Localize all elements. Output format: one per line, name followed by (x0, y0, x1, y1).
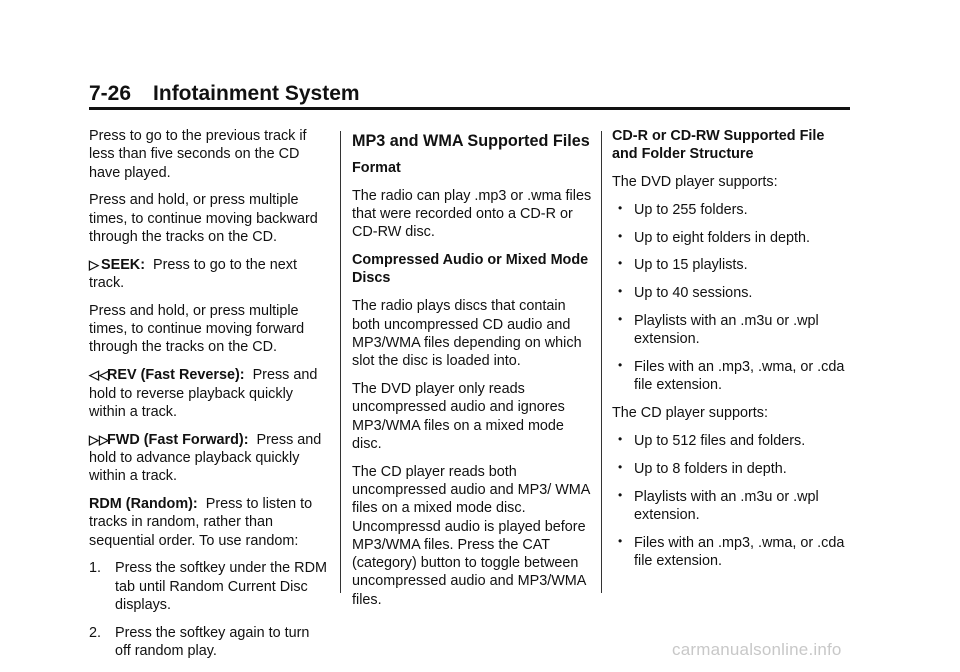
column-1 (89, 127, 329, 670)
paragraph-hold-forward: Press and hold, or press multiple times, to continue moving forward through the tracks on the CD. (89, 302, 305, 356)
fast-forward-icon: ▷▷ (89, 431, 109, 447)
cd-support-list (612, 432, 852, 570)
rdm-label: RDM (Random): (89, 496, 198, 513)
bullet-icon: • (618, 432, 623, 447)
list-item-text: Playlists with an .m3u or .wpl extension. (634, 313, 819, 348)
page-number: 7-26 (89, 82, 132, 105)
rdm-text: Press to listen to tracks in random, rather than sequential order. To use random: (89, 496, 313, 549)
list-item-text: Up to 8 folders in depth. (634, 460, 787, 477)
paragraph-format: The radio can play .mp3 or .wma files that were recorded onto a CD-R or CD-RW disc. (352, 187, 592, 241)
list-item-text: Up to 15 playlists. (634, 257, 748, 274)
list-item-text: Files with an .mp3, .wma, or .cda file extension. (634, 534, 845, 570)
seek-next-icon: ▷ (89, 256, 99, 272)
step-text: Press the softkey again to turn off random play. (115, 624, 310, 660)
list-item (612, 284, 852, 302)
rev-label: REV (Fast Reverse): (107, 367, 245, 384)
cd-intro: The CD player supports: (612, 405, 768, 422)
list-item-text: Up to eight folders in depth. (634, 229, 810, 246)
section-heading-cd-structure: CD-R or CD-RW Supported File and Folder Structure (612, 128, 825, 163)
list-item-text: Up to 512 files and folders. (634, 433, 806, 450)
subheading-format: Format (352, 160, 401, 176)
list-item (612, 312, 852, 349)
paragraph-mixed-2: The DVD player only reads uncompressed audio and ignores MP3/WMA files on a mixed mode disc. (352, 380, 565, 452)
column-3 (612, 127, 852, 580)
list-item (612, 358, 852, 395)
bullet-icon: • (618, 200, 623, 215)
seek-entry (89, 256, 329, 293)
rev-entry (89, 366, 329, 421)
bullet-icon: • (618, 459, 623, 474)
bullet-icon: • (618, 228, 623, 243)
dvd-support-list (612, 201, 852, 395)
watermark: carmanualsonline.info (672, 640, 842, 659)
step-number: 1. (89, 560, 102, 577)
bullet-icon: • (618, 284, 623, 299)
fwd-label: FWD (Fast Forward): (107, 431, 249, 448)
bullet-icon: • (618, 256, 623, 271)
column-divider-1 (340, 131, 341, 593)
step-number: 2. (89, 624, 102, 641)
page-title: Infotainment System (153, 82, 360, 105)
list-item (612, 460, 852, 478)
dvd-intro: The DVD player supports: (612, 174, 778, 191)
paragraph-mixed-1: The radio plays discs that contain both uncompressed CD audio and MP3/WMA files depending on which slot the disc is loaded into. (352, 298, 582, 370)
rdm-entry (89, 495, 329, 550)
bullet-icon: • (618, 487, 623, 502)
section-heading-mp3-wma: MP3 and WMA Supported Files (352, 132, 590, 150)
list-item-text: Files with an .mp3, .wma, or .cda file extension. (634, 359, 845, 394)
paragraph-mixed-3: The CD player reads both uncompressed audio and MP3/ WMA files on a mixed mode disc. Uncompressd audio is played before MP3/WMA files. Press the CAT (category) button to toggle between uncompressed audio and MP3/WMA files. (352, 463, 590, 608)
list-item (612, 201, 852, 219)
bullet-icon: • (618, 533, 623, 548)
list-item (612, 256, 852, 274)
seek-text: Press to go to the next track. (89, 256, 297, 292)
list-item (89, 624, 329, 661)
fwd-entry (89, 431, 329, 486)
column-2 (352, 131, 592, 619)
fwd-text: Press and hold to advance playback quickly within a track. (89, 431, 322, 485)
paragraph-prev-track: Press to go to the previous track if less than five seconds on the CD have played. (89, 128, 307, 181)
bullet-icon: • (618, 312, 623, 327)
rev-text: Press and hold to reverse playback quickly within a track. (89, 367, 318, 420)
list-item-text: Playlists with an .m3u or .wpl extension. (634, 488, 819, 523)
page-header (89, 80, 850, 110)
fast-reverse-icon: ◁◁ (89, 367, 109, 383)
list-item (612, 432, 852, 450)
list-item-text: Up to 40 sessions. (634, 285, 753, 302)
list-item (89, 559, 329, 614)
step-text: Press the softkey under the RDM tab until Random Current Disc displays. (115, 560, 327, 614)
column-divider-2 (601, 131, 602, 593)
paragraph-hold-backward: Press and hold, or press multiple times, to continue moving backward through the tracks on the CD. (89, 192, 318, 245)
list-item-text: Up to 255 folders. (634, 201, 748, 218)
seek-label: SEEK: (101, 256, 145, 273)
list-item (612, 229, 852, 247)
subheading-compressed: Compressed Audio or Mixed Mode Discs (352, 252, 589, 287)
list-item (612, 534, 852, 571)
list-item (612, 488, 852, 525)
bullet-icon: • (618, 358, 623, 373)
